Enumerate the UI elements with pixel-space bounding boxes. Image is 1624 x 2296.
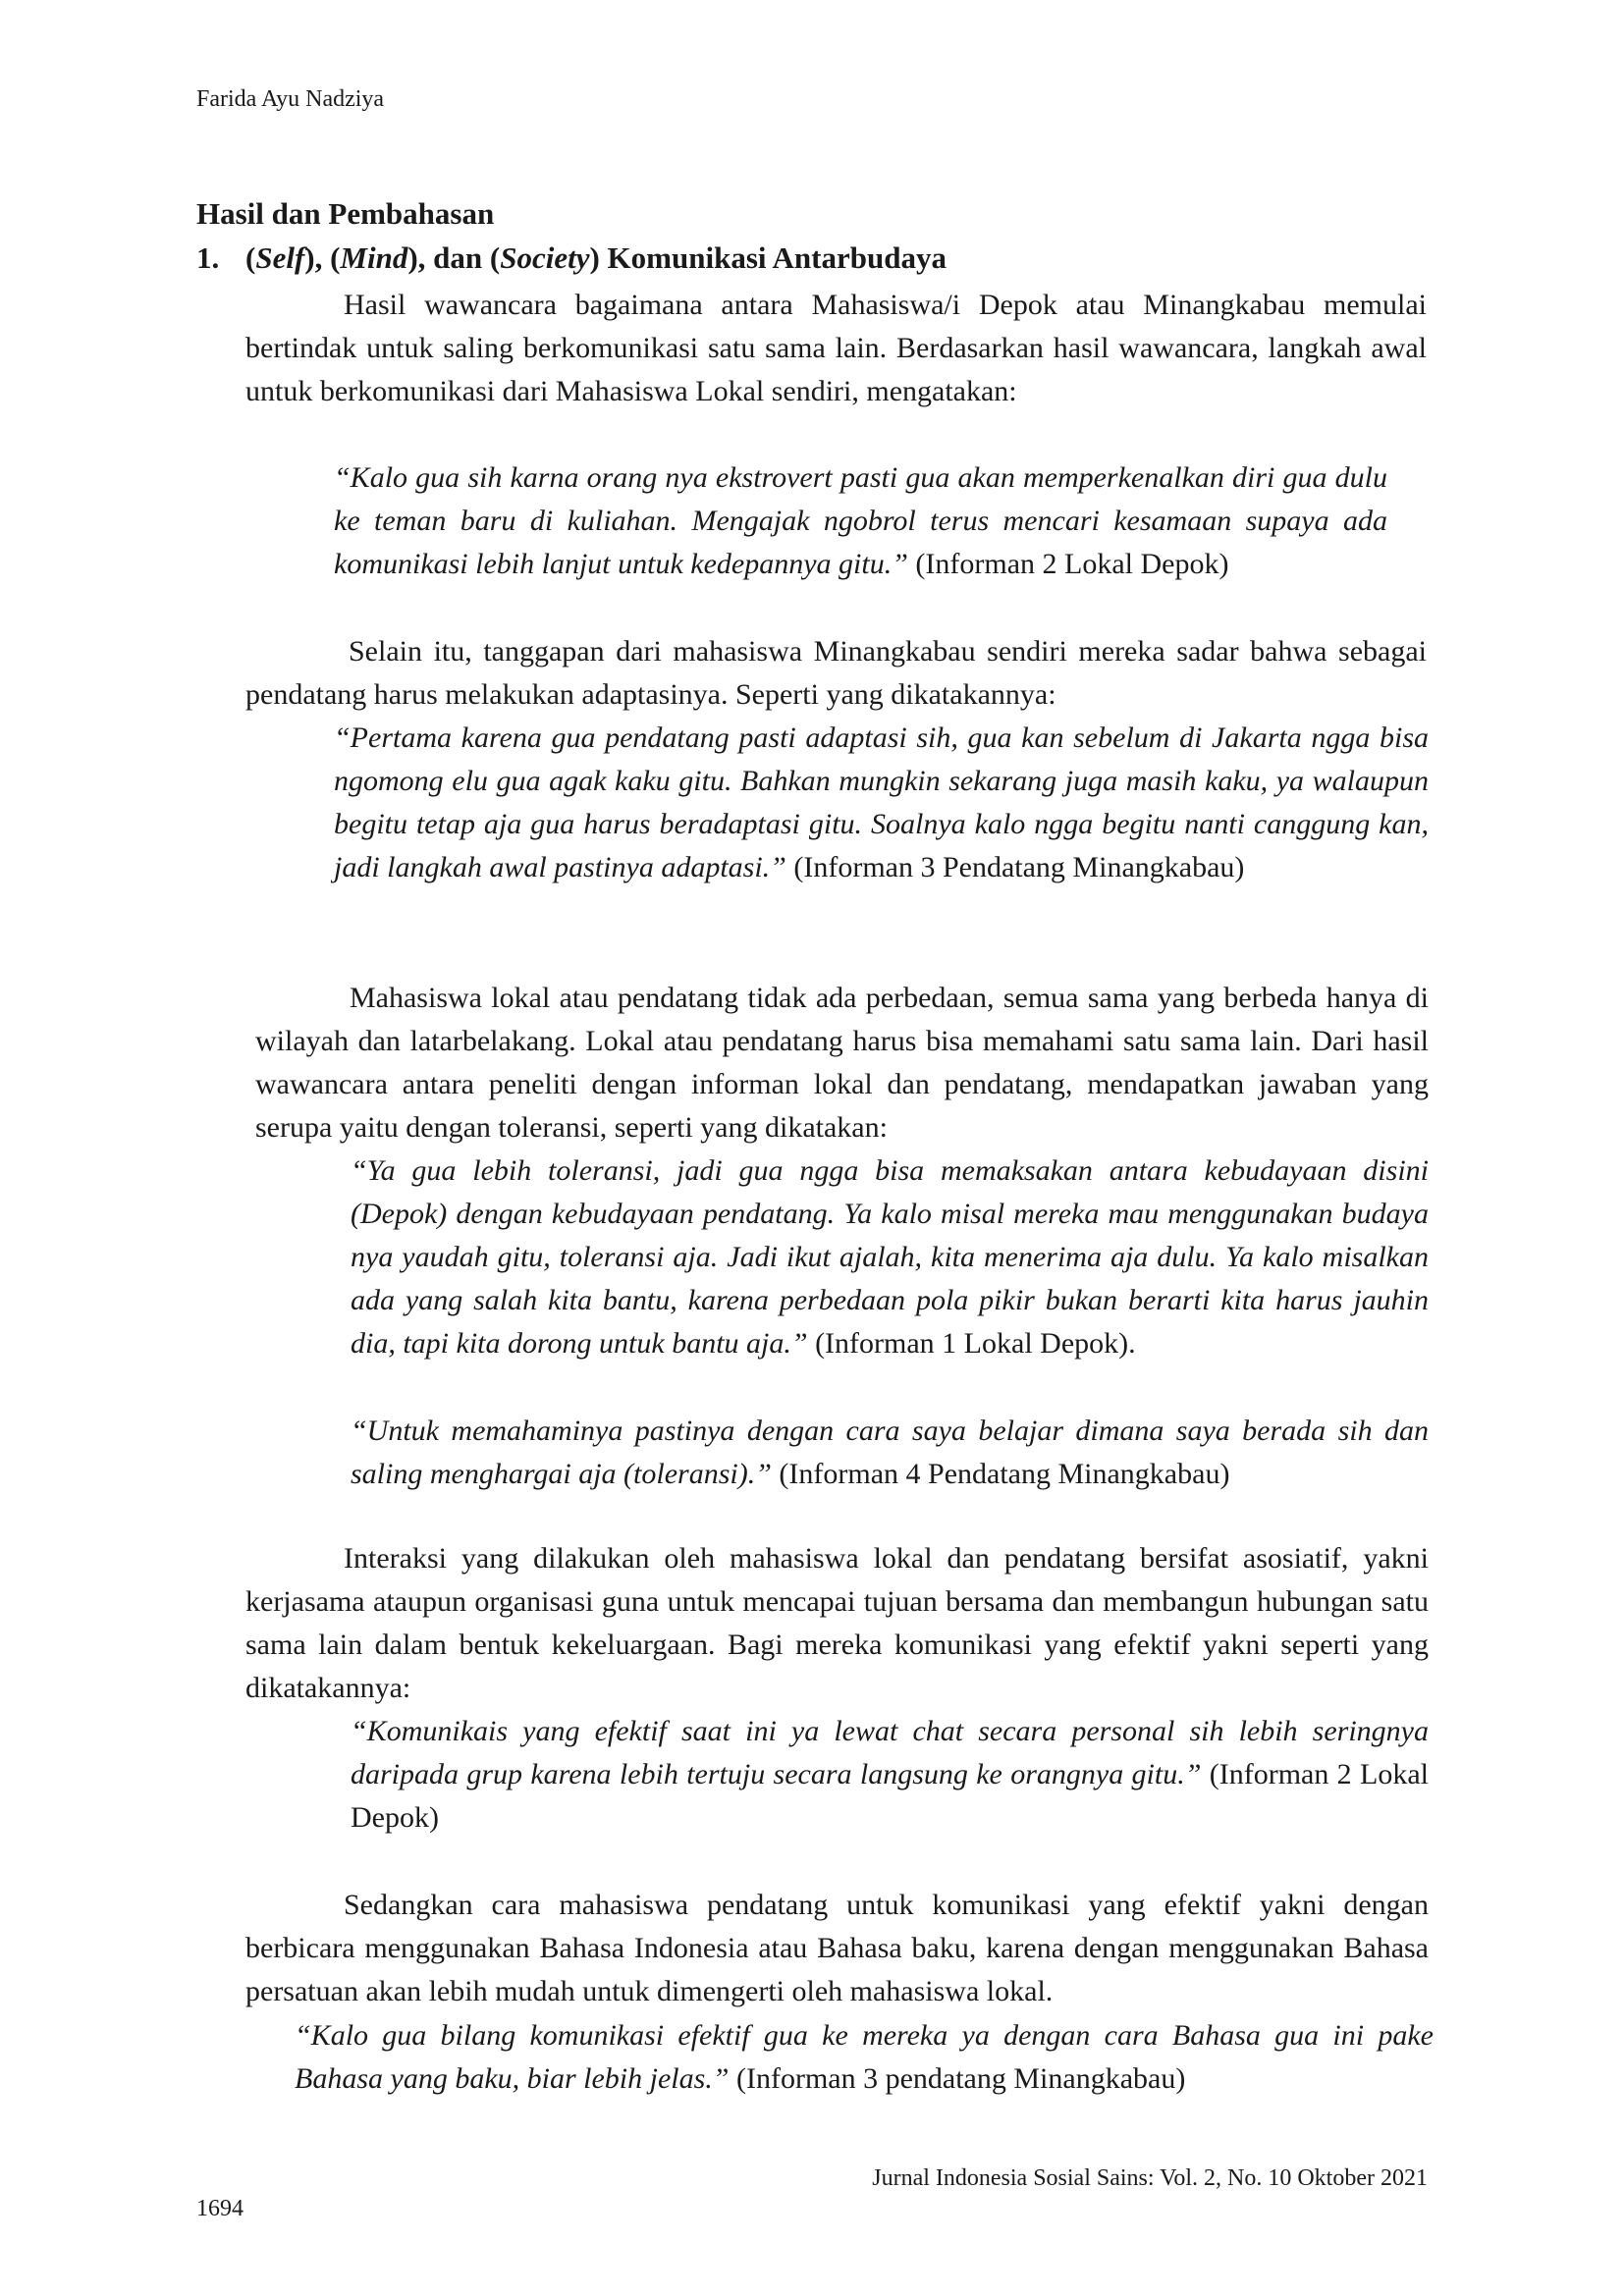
quote-source: (Informan 3 pendatang Minangkabau) [735, 2062, 1186, 2095]
interview-quote [295, 2014, 1434, 2101]
quote-source: (Informan 3 Pendatang Minangkabau) [793, 851, 1245, 883]
quote-text: “Kalo gua bilang komunikasi efektif gua ke mereka ya dengan cara Bahasa gua ini pake Bahasa yang baku, biar lebih jelas.” [295, 2019, 1434, 2095]
quote-source: (Informan 2 Lokal Depok) [915, 548, 1229, 580]
subsection-title-rest: ) Komunikasi Antarbudaya [589, 240, 947, 275]
body-paragraph: Hasil wawancara bagaimana antara Mahasiswa/i Depok atau Minangkabau memulai bertindak untuk saling berkomunikasi satu sama lain. Berdasarkan hasil wawancara, langkah awal untuk berkomunikasi dari Mahasiswa Lokal sendiri, mengatakan: [245, 289, 1427, 407]
interview-quote [334, 456, 1387, 586]
quote-source: (Informan 1 Lokal Depok). [815, 1327, 1136, 1360]
subsection-punct: ( [245, 240, 256, 275]
subsection-term-mind: Mind [340, 240, 408, 275]
subsection-term-society: Society [500, 240, 590, 275]
interview-quote [351, 1149, 1429, 1365]
subsection-punct: ), dan ( [407, 240, 501, 275]
subsection-heading [196, 240, 947, 276]
interview-quote [334, 717, 1429, 889]
quote-text: “Kalo gua sih karna orang nya ekstrovert pasti gua akan memperkenalkan diri gua dulu ke teman baru di kuliahan. Mengajak ngobrol terus mencari kesamaan supaya ada komunikasi lebih lanjut untuk kedepannya gitu.” [334, 461, 1387, 580]
interview-quote [351, 1710, 1429, 1840]
body-paragraph: Mahasiswa lokal atau pendatang tidak ada perbedaan, semua sama yang berbeda hanya di wilayah dan latarbelakang. Lokal atau pendatang harus bisa memahami satu sama lain. Dari hasil wawancara antara peneliti dengan informan lokal dan pendatang, mendapatkan jawaban yang serupa yaitu dengan toleransi, seperti yang dikatakan: [255, 982, 1429, 1144]
body-paragraph: Selain itu, tanggapan dari mahasiswa Minangkabau sendiri mereka sadar bahwa sebagai pendatang harus melakukan adaptasinya. Seperti yang dikatakannya: [245, 635, 1427, 711]
subsection-punct: ), ( [304, 240, 341, 275]
subsection-term-self: Self [255, 240, 305, 275]
page-number: 1694 [196, 2196, 244, 2221]
body-paragraph: Interaksi yang dilakukan oleh mahasiswa lokal dan pendatang bersifat asosiatif, yakni kerjasama ataupun organisasi guna untuk mencapai tujuan bersama dan membangun hubungan satu sama lain dalam bentuk kekeluargaan. Bagi mereka komunikasi yang efektif yakni seperti yang dikatakannya: [245, 1542, 1429, 1704]
quote-text: “Untuk memahaminya pastinya dengan cara saya belajar dimana saya berada sih dan saling menghargai aja (toleransi).” [351, 1415, 1429, 1490]
quote-text: “Komunikais yang efektif saat ini ya lewat chat secara personal sih lebih seringnya daripada grup karena lebih tertuju secara langsung ke orangnya gitu.” [351, 1715, 1429, 1790]
quote-source: (Informan 2 Lokal Depok) [351, 1758, 1430, 1834]
quote-source: (Informan 4 Pendatang Minangkabau) [779, 1458, 1230, 1490]
subsection-number: 1. [196, 240, 220, 275]
body-paragraph: Sedangkan cara mahasiswa pendatang untuk komunikasi yang efektif yakni dengan berbicara menggunakan Bahasa Indonesia atau Bahasa baku, karena dengan menggunakan Bahasa persatuan akan lebih mudah untuk dimengerti oleh mahasiswa lokal. [245, 1889, 1429, 2007]
quote-text: “Ya gua lebih toleransi, jadi gua ngga bisa memaksakan antara kebudayaan disini (Depok) dengan kebudayaan pendatang. Ya kalo misal mereka mau menggunakan budaya nya yaudah gitu, toleransi aja. Jadi ikut ajalah, kita menerima aja dulu. Ya kalo misalkan ada yang salah kita bantu, karena perbedaan pola pikir bukan berarti kita harus jauhin dia, tapi kita dorong untuk bantu aja.” [351, 1154, 1429, 1360]
quote-text: “Pertama karena gua pendatang pasti adaptasi sih, gua kan sebelum di Jakarta ngga bisa ngomong elu gua agak kaku gitu. Bahkan mungkin sekarang juga masih kaku, ya walaupun begitu tetap aja gua harus beradaptasi gitu. Soalnya kalo ngga begitu nanti canggung kan, jadi langkah awal pastinya adaptasi.” [334, 721, 1429, 883]
footer-journal-info: Jurnal Indonesia Sosial Sains: Vol. 2, No. 10 Oktober 2021 [872, 2165, 1428, 2191]
section-title: Hasil dan Pembahasan [196, 196, 495, 231]
running-header-author: Farida Ayu Nadziya [196, 86, 385, 112]
interview-quote [351, 1410, 1429, 1496]
